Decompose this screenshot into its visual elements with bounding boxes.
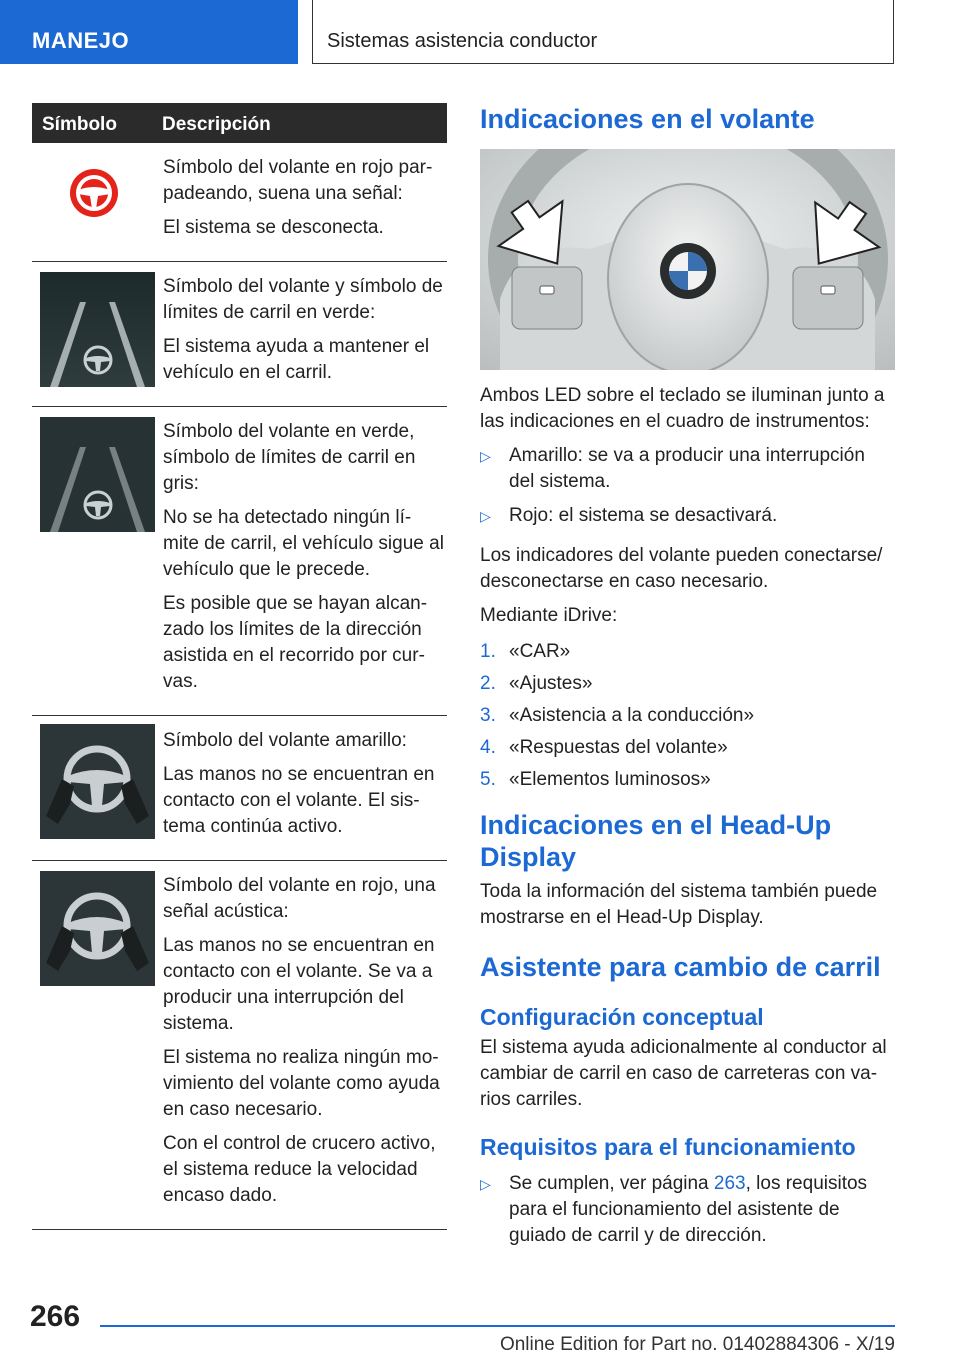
row-text: El sistema no realiza ningún mo-vimiento del volante como ayuda en caso necesario. <box>163 1047 440 1120</box>
row-text: El sistema ayuda a mantener el vehículo en el carril. <box>163 336 430 383</box>
triangle-bullet-icon: ▷ <box>480 1176 491 1192</box>
heading-concept: Configuración conceptual <box>480 1004 764 1030</box>
row-text: Símbolo del volante y símbolo de límites de carril en verde: <box>163 276 443 323</box>
row-text: Símbolo del volante en rojo, una señal acústica: <box>163 875 436 922</box>
triangle-bullet-icon: ▷ <box>480 448 491 464</box>
row-text: Las manos no se encuentran en contacto con el volante. El sis-tema continúa activo. <box>163 764 435 837</box>
row-text: Es posible que se hayan alcan-zado los límites de la dirección asistida en el recorrido por cur-vas. <box>163 593 428 692</box>
heading-volante: Indicaciones en el volante <box>480 104 815 134</box>
list-item: 2. «Ajustes» <box>480 673 593 694</box>
idrive-steps <box>480 639 895 793</box>
chapter-title: Sistemas asistencia conductor <box>327 30 598 52</box>
heading-requirements: Requisitos para el funcionamiento <box>480 1134 856 1160</box>
steering-wheel-photo <box>480 149 895 370</box>
table-row <box>32 262 447 407</box>
table-row <box>32 143 447 262</box>
list-item: ▷ Amarillo: se va a producir una interrupción del sistema. <box>480 445 865 492</box>
row-text: Símbolo del volante amarillo: <box>163 730 407 751</box>
page-number: 266 <box>30 1300 81 1333</box>
triangle-bullet-icon: ▷ <box>480 508 491 524</box>
row-text: Con el control de crucero activo, el sistema reduce la velocidad encaso dado. <box>163 1133 436 1206</box>
page-link[interactable]: 263 <box>713 1173 746 1194</box>
heading-lane-change: Asistente para cambio de carril <box>480 952 881 982</box>
heading-hud: Indicaciones en el Head-Up Display <box>480 810 832 872</box>
leds-paragraph: Ambos LED sobre el teclado se iluminan junto a las indicaciones en el cuadro de instrumentos: <box>480 385 885 432</box>
row-text: Símbolo del volante en rojo par-padeando, suena una señal: <box>163 157 433 204</box>
table-row <box>32 716 447 861</box>
lane-lines-gray-steering-green-icon <box>40 417 155 532</box>
table-header <box>32 103 447 143</box>
table-row <box>32 407 447 716</box>
concept-paragraph: El sistema ayuda adicionalmente al conductor al cambiar de carril en caso de carreteras con va-rios carriles. <box>480 1037 887 1110</box>
section-title: MANEJO <box>32 28 130 53</box>
list-item: 3. «Asistencia a la conducción» <box>480 705 755 726</box>
row-text: Símbolo del volante en verde, símbolo de límites de carril en gris: <box>163 421 416 494</box>
row-text: No se ha detectado ningún lí-mite de carril, el vehículo sigue al vehículo que le precede. <box>163 507 444 580</box>
col-description-header: Descripción <box>162 114 271 135</box>
steering-wheel-red-icon <box>40 163 155 223</box>
list-item: ▷ Se cumplen, ver página 263, los requisitos para el funcionamiento del asistente de guiado de carril y de dirección. <box>480 1173 868 1246</box>
hud-paragraph: Toda la información del sistema también puede mostrarse en el Head-Up Display. <box>480 881 878 928</box>
col-symbol-header: Símbolo <box>42 114 117 135</box>
list-item: 1. «CAR» <box>480 641 571 662</box>
connect-paragraph: Los indicadores del volante pueden conectarse/ desconectarse en caso necesario. <box>480 545 883 592</box>
idrive-paragraph: Mediante iDrive: <box>480 605 618 626</box>
footer-divider <box>100 1325 895 1327</box>
list-item: ▷ Rojo: el sistema se desactivará. <box>480 503 895 529</box>
list-item: 5. «Elementos luminosos» <box>480 769 711 790</box>
requirements-list <box>480 1171 895 1249</box>
hands-on-wheel-yellow-icon <box>40 724 155 839</box>
table-row <box>32 861 447 1230</box>
symbol-table <box>32 103 447 1230</box>
footer-edition: Online Edition for Part no. 01402884306 - X/19 <box>499 1334 895 1355</box>
right-column <box>480 103 895 1249</box>
list-item: 4. «Respuestas del volante» <box>480 737 728 758</box>
hands-on-wheel-red-icon <box>40 871 155 986</box>
lane-lines-green-steering-icon <box>40 272 155 387</box>
led-bullet-list <box>480 443 895 529</box>
chapter-tab <box>312 0 894 64</box>
row-text: El sistema se desconecta. <box>163 217 384 238</box>
section-tab <box>0 0 298 64</box>
row-text: Las manos no se encuentran en contacto con el volante. Se va a producir una interrupción del sistema. <box>163 935 435 1034</box>
